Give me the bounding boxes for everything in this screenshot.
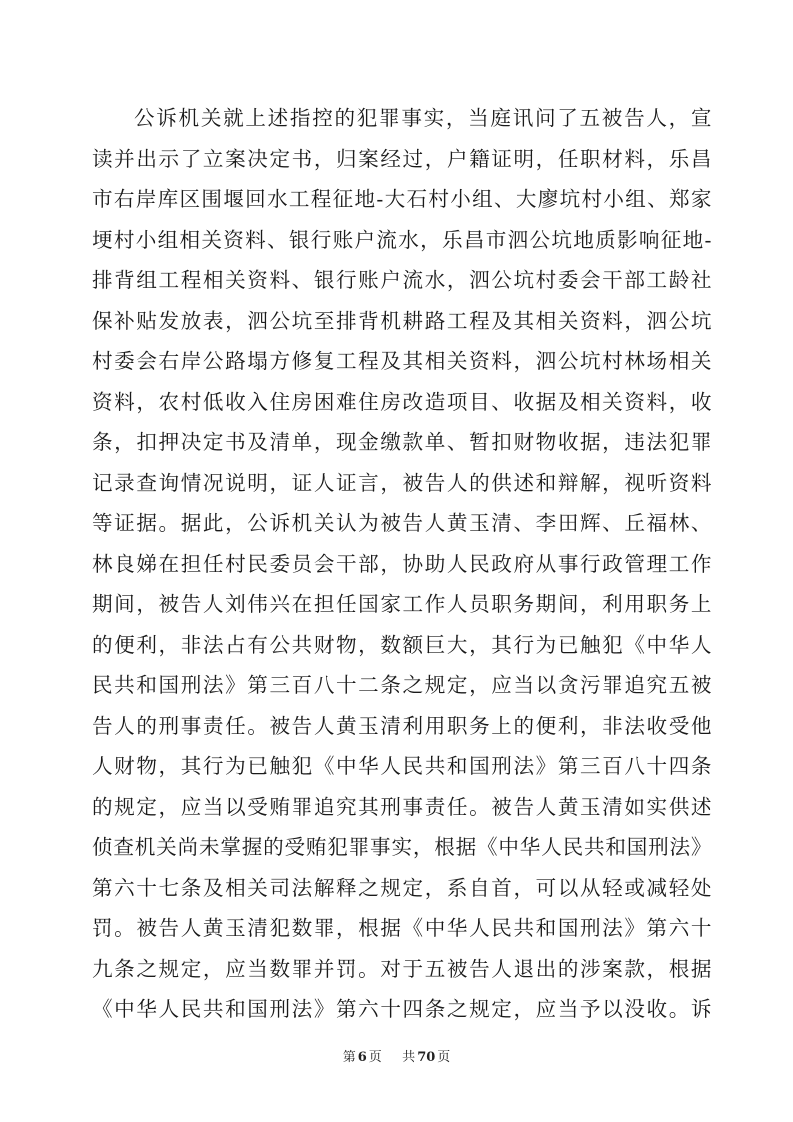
footer-total-prefix: 共 — [402, 1050, 416, 1065]
text-line: 条，扣押决定书及清单，现金缴款单、暂扣财物收据，违法犯罪 — [92, 430, 712, 454]
text-line: 埂村小组相关资料、银行账户流水，乐昌市泗公坑地质影响征地- — [92, 227, 712, 252]
text-line: 人财物，其行为已触犯《中华人民共和国刑法》第三百八十四条 — [92, 754, 712, 778]
text-line: 资料，农村低收入住房困难住房改造项目、收据及相关资料，收 — [92, 389, 712, 414]
footer-total-unit: 页 — [437, 1050, 451, 1065]
text-line: 等证据。据此，公诉机关认为被告人黄玉清、李田辉、丘福林、 — [92, 511, 712, 535]
body-paragraph — [92, 98, 712, 1030]
text-line: 保补贴发放表，泗公坑至排背机耕路工程及其相关资料，泗公坑 — [92, 308, 712, 333]
footer-prefix: 第 — [342, 1050, 356, 1065]
text-line: 排背组工程相关资料、银行账户流水，泗公坑村委会干部工龄社 — [92, 268, 712, 292]
text-line: 林良娣在担任村民委员会干部，协助人民政府从事行政管理工作 — [92, 551, 712, 576]
text-line: 市右岸库区围堰回水工程征地-大石村小组、大廖坑村小组、郑家 — [92, 187, 712, 211]
text-line: 读并出示了立案决定书，归案经过，户籍证明，任职材料，乐昌 — [92, 146, 712, 171]
text-line: 公诉机关就上述指控的犯罪事实，当庭讯问了五被告人，宣 — [134, 106, 712, 130]
footer-page-unit: 页 — [368, 1050, 382, 1065]
text-line: 告人的刑事责任。被告人黄玉清利用职务上的便利，非法收受他 — [92, 713, 712, 738]
total-page-count: 70 — [417, 1050, 436, 1065]
text-line: 记录查询情况说明，证人证言，被告人的供述和辩解，视听资料 — [92, 470, 712, 495]
current-page-number: 6 — [357, 1050, 367, 1065]
text-line: 九条之规定，应当数罪并罚。对于五被告人退出的涉案款，根据 — [92, 956, 712, 981]
text-line: 的便利，非法占有公共财物，数额巨大，其行为已触犯《中华人 — [92, 632, 712, 657]
text-line: 期间，被告人刘伟兴在担任国家工作人员职务期间，利用职务上 — [92, 592, 712, 616]
text-line: 民共和国刑法》第三百八十二条之规定，应当以贪污罪追究五被 — [92, 673, 712, 697]
text-line: 第六十七条及相关司法解释之规定，系自首，可以从轻或减轻处 — [92, 875, 712, 900]
text-line: 《中华人民共和国刑法》第六十四条之规定，应当予以没收。诉 — [92, 997, 712, 1021]
page-footer — [0, 1046, 793, 1065]
text-line: 侦查机关尚未掌握的受贿犯罪事实，根据《中华人民共和国刑法》 — [92, 835, 712, 859]
text-line: 村委会右岸公路塌方修复工程及其相关资料，泗公坑村林场相关 — [92, 349, 712, 373]
text-line: 的规定，应当以受贿罪追究其刑事责任。被告人黄玉清如实供述 — [92, 794, 712, 819]
text-line: 罚。被告人黄玉清犯数罪，根据《中华人民共和国刑法》第六十 — [92, 916, 712, 940]
